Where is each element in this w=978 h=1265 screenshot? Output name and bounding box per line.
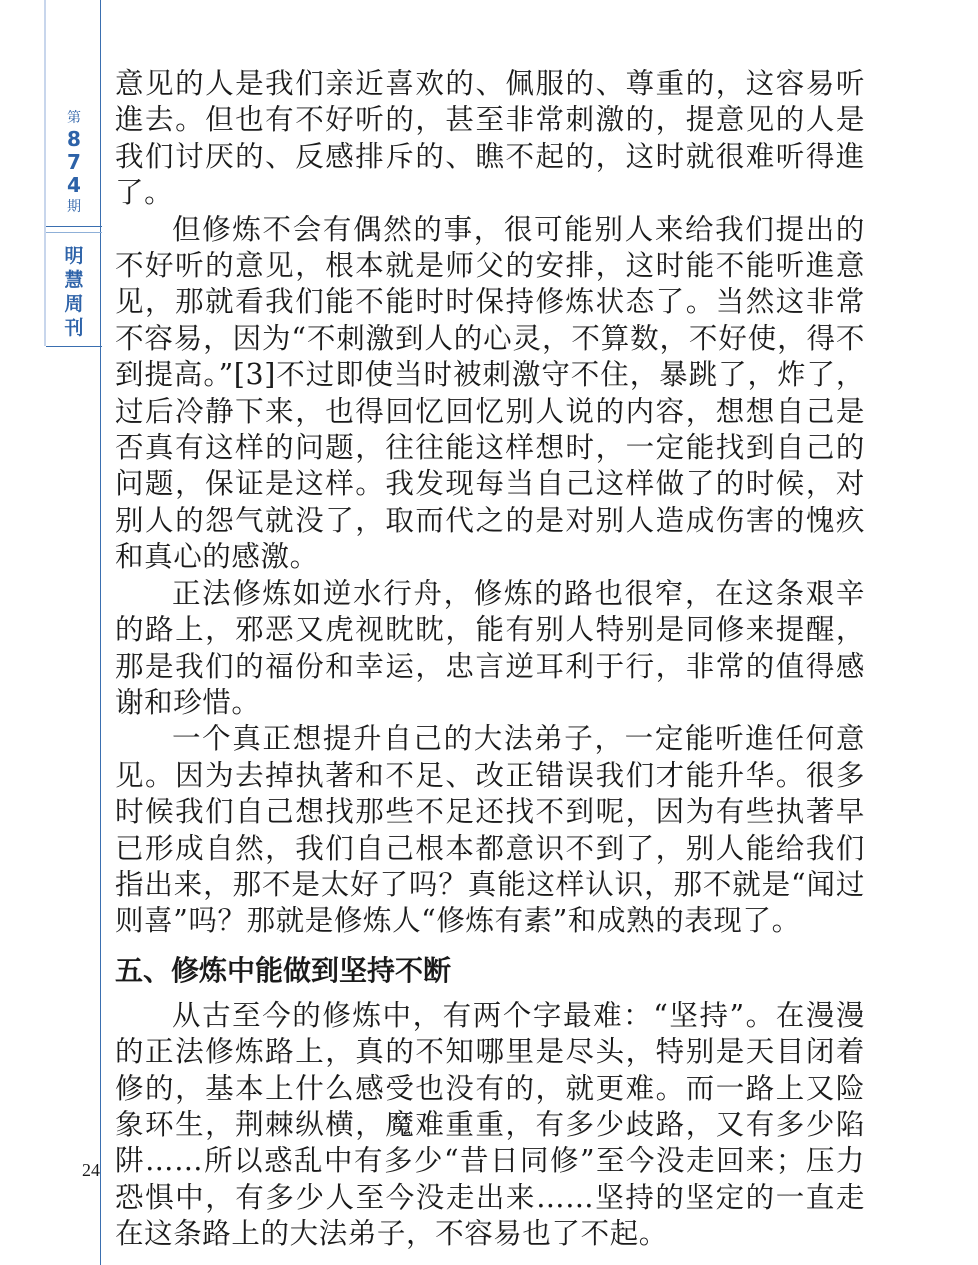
journal-char: 慧 <box>64 269 84 291</box>
issue-digit: 8 <box>67 127 81 151</box>
paragraph: 从古至今的修炼中，有两个字最难：“坚持”。在漫漫的正法修炼路上，真的不知哪里是尽头，特别是天目闭着修的，基本上什么感受也没有的，就更难。而一路上又险象环生，荆棘纵横，魔难重重，有多少歧路，又有多少陷阱……所以惑乱中有多少“昔日同修”至今没走回来；压力恐惧中，有多少人至今没走出来……坚持的坚定的一直走在这条路上的大法弟子，不容易也了不起。 <box>115 998 865 1251</box>
issue-digit: 4 <box>67 173 81 197</box>
issue-prefix: 第 <box>67 110 81 126</box>
article-body <box>115 66 865 1253</box>
journal-name <box>46 244 102 340</box>
paragraph: 但修炼不会有偶然的事，很可能别人来给我们提出的不好听的意见，根本就是师父的安排，这时能不能听進意见，那就看我们能不能时时保持修炼状态了。当然这非常不容易，因为“不刺激到人的心灵，不算数，不好使，得不到提高。”[3]不过即使当时被刺激守不住，暴跳了，炸了，过后冷静下来，也得回忆回忆别人说的内容，想想自己是否真有这样的问题，往往能这样想时，一定能找到自己的问题，保证是这样。我发现每当自己这样做了的时候，对别人的怨气就没了，取而代之的是对别人造成伤害的愧疚和真心的感激。 <box>115 212 865 574</box>
paragraph: 正法修炼如逆水行舟，修炼的路也很窄，在这条艰辛的路上，邪恶又虎视眈眈，能有别人特别是同修来提醒，那是我们的福份和幸运，忠言逆耳利于行，非常的值得感谢和珍惜。 <box>115 576 865 719</box>
issue-digit: 7 <box>67 150 81 174</box>
sidebar-divider <box>46 232 102 233</box>
section-heading: 五、修炼中能做到坚持不断 <box>115 953 452 987</box>
journal-char: 周 <box>64 293 84 315</box>
sidebar-divider <box>46 346 102 347</box>
paragraph: 一个真正想提升自己的大法弟子，一定能听進任何意见。因为去掉执著和不足、改正错误我们才能升华。很多时候我们自己想找那些不足还找不到呢，因为有些执著早已形成自然，我们自己根本都意识不到了，别人能给我们指出来，那不是太好了吗？真能这样认识，那不就是“闻过则喜”吗？那就是修炼人“修炼有素”和成熟的表现了。 <box>115 722 865 938</box>
journal-char: 刊 <box>64 317 84 339</box>
sidebar-divider <box>46 226 102 227</box>
journal-char: 明 <box>64 245 84 267</box>
page-number: 24 <box>82 1160 100 1180</box>
sidebar <box>44 0 100 346</box>
paragraph: 意见的人是我们亲近喜欢的、佩服的、尊重的，这容易听進去。但也有不好听的，甚至非常刺激的，提意见的人是我们讨厌的、反感排斥的、瞧不起的，这时就很难听得進了。 <box>115 67 865 210</box>
issue-suffix: 期 <box>67 199 81 215</box>
issue-number <box>46 108 102 217</box>
